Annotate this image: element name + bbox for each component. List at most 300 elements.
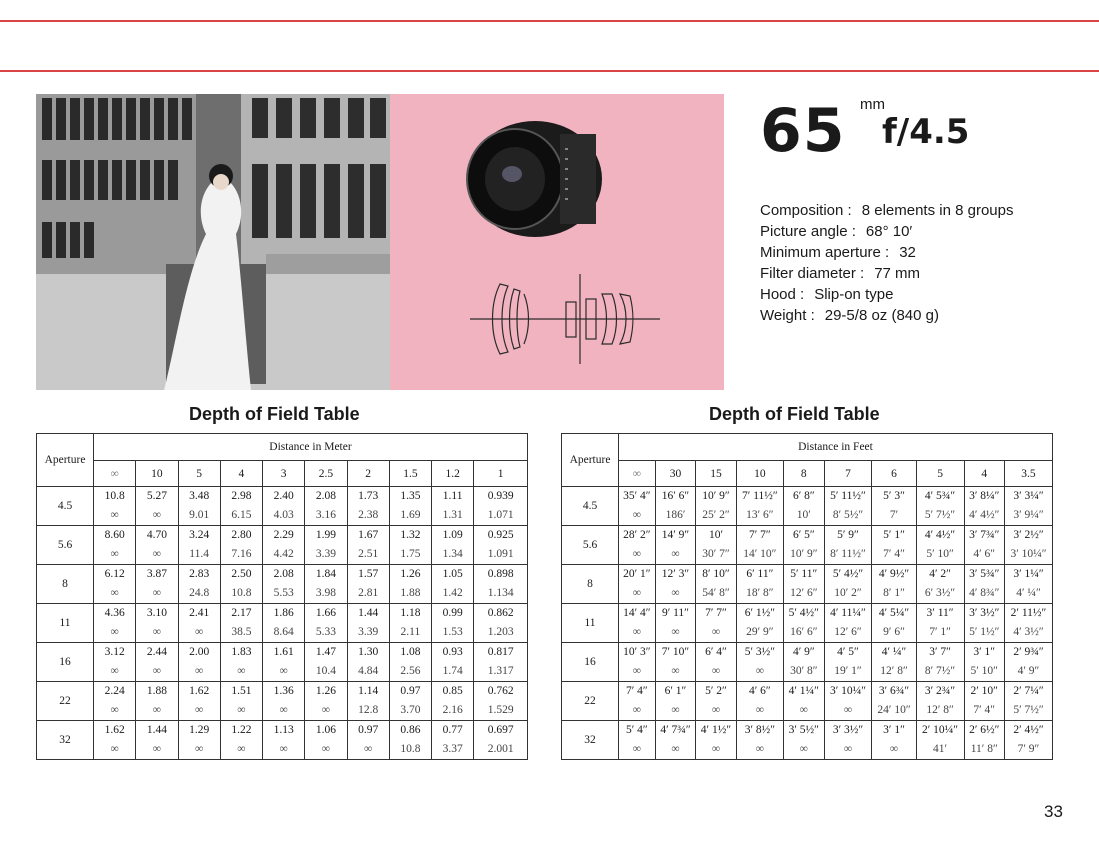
aperture-value: 32 bbox=[562, 721, 619, 760]
dof-cell bbox=[347, 565, 389, 604]
near-limit: 3′ 6¾″ bbox=[878, 685, 910, 697]
near-limit: 0.862 bbox=[487, 607, 514, 619]
far-limit: 3.37 bbox=[442, 743, 463, 755]
near-limit: 1.44 bbox=[358, 607, 379, 619]
near-limit: 0.77 bbox=[442, 724, 463, 736]
far-limit: 10.8 bbox=[400, 743, 421, 755]
far-limit: 19′ 1″ bbox=[834, 665, 862, 677]
dof-cell bbox=[784, 526, 824, 565]
far-limit: 25′ 2″ bbox=[702, 509, 730, 521]
dof-cell bbox=[964, 487, 1004, 526]
dof-cell bbox=[94, 682, 136, 721]
aperture-value: 22 bbox=[562, 682, 619, 721]
dof-cell bbox=[263, 526, 305, 565]
aperture-value: 5.6 bbox=[37, 526, 94, 565]
near-limit: 5′ 4½″ bbox=[832, 568, 864, 580]
far-limit: 41′ bbox=[933, 743, 948, 755]
far-limit: 4′ ¼″ bbox=[1016, 587, 1041, 599]
near-limit: 3′ 2½″ bbox=[1013, 529, 1044, 541]
far-limit: 1.203 bbox=[487, 626, 514, 638]
far-limit: 1.75 bbox=[400, 548, 421, 560]
near-limit: 8.60 bbox=[104, 529, 125, 541]
near-limit: 1.05 bbox=[442, 568, 463, 580]
near-limit: 4.70 bbox=[146, 529, 167, 541]
dof-cell bbox=[136, 643, 178, 682]
table-row bbox=[37, 604, 528, 643]
far-limit: 10.8 bbox=[231, 587, 252, 599]
near-limit: 7′ 7″ bbox=[749, 529, 771, 541]
dof-cell bbox=[872, 682, 916, 721]
far-limit: ∞ bbox=[110, 626, 119, 638]
far-limit: 5′ 7½″ bbox=[924, 509, 956, 521]
near-limit: 2.50 bbox=[231, 568, 252, 580]
dof-cell bbox=[1004, 721, 1052, 760]
far-limit: ∞ bbox=[152, 548, 161, 560]
near-limit: 1.57 bbox=[358, 568, 379, 580]
near-limit: 35′ 4″ bbox=[623, 490, 651, 502]
dof-cell bbox=[736, 487, 783, 526]
far-limit: ∞ bbox=[110, 743, 119, 755]
far-limit: 12′ 6″ bbox=[790, 587, 818, 599]
far-limit: 4.03 bbox=[273, 509, 294, 521]
dof-cell bbox=[696, 643, 736, 682]
near-limit: 10′ 9″ bbox=[702, 490, 730, 502]
near-limit: 4′ 1½″ bbox=[700, 724, 732, 736]
table-row bbox=[37, 487, 528, 526]
far-limit: ∞ bbox=[671, 665, 680, 677]
near-limit: 2.44 bbox=[146, 646, 167, 658]
dof-cell bbox=[389, 643, 431, 682]
dof-cell bbox=[432, 604, 474, 643]
far-limit: 1.529 bbox=[487, 704, 514, 716]
distance-header: 15 bbox=[696, 461, 736, 487]
near-limit: 4.36 bbox=[104, 607, 125, 619]
dof-cell bbox=[964, 721, 1004, 760]
far-limit: ∞ bbox=[711, 704, 721, 716]
near-limit: 6′ 4″ bbox=[705, 646, 727, 658]
far-limit: 5.53 bbox=[273, 587, 294, 599]
near-limit: 3.87 bbox=[146, 568, 167, 580]
far-limit: 12′ 8″ bbox=[880, 665, 908, 677]
dof-cell bbox=[178, 526, 220, 565]
near-limit: 7′ 4″ bbox=[626, 685, 648, 697]
dof-cell bbox=[94, 565, 136, 604]
near-limit: 1.44 bbox=[146, 724, 167, 736]
dof-cell bbox=[696, 565, 736, 604]
dof-cell bbox=[824, 643, 872, 682]
far-limit: ∞ bbox=[195, 626, 204, 638]
near-limit: 3.48 bbox=[189, 490, 210, 502]
near-limit: 5′ 11″ bbox=[790, 568, 818, 580]
far-limit: 6′ 3½″ bbox=[924, 587, 956, 599]
near-limit: 0.97 bbox=[358, 724, 379, 736]
distance-header: 10 bbox=[136, 461, 178, 487]
far-limit: 7′ bbox=[889, 509, 899, 521]
dof-cell bbox=[916, 643, 964, 682]
far-limit: ∞ bbox=[152, 626, 161, 638]
near-limit: 3′ 3½″ bbox=[969, 607, 1000, 619]
near-limit: 1.36 bbox=[273, 685, 294, 697]
far-limit: 1.53 bbox=[442, 626, 463, 638]
dof-cell bbox=[178, 643, 220, 682]
near-limit: 2.08 bbox=[273, 568, 294, 580]
near-limit: 4′ 5¾″ bbox=[924, 490, 956, 502]
near-limit: 1.14 bbox=[358, 685, 379, 697]
dof-cell bbox=[964, 565, 1004, 604]
dof-cell bbox=[474, 721, 528, 760]
near-limit: 2.08 bbox=[315, 490, 336, 502]
dof-cell bbox=[696, 721, 736, 760]
distance-header: 1.2 bbox=[432, 461, 474, 487]
far-limit: 8.64 bbox=[273, 626, 294, 638]
spec-min-aperture: Minimum aperture : 32 bbox=[760, 244, 916, 261]
near-limit: 0.99 bbox=[442, 607, 463, 619]
near-limit: 1.47 bbox=[315, 646, 336, 658]
distance-header: 2.5 bbox=[305, 461, 347, 487]
near-limit: 3.24 bbox=[189, 529, 210, 541]
far-limit: ∞ bbox=[152, 704, 161, 716]
dof-cell bbox=[220, 487, 262, 526]
far-limit: 11′ 8″ bbox=[970, 743, 998, 755]
far-limit: 186′ bbox=[665, 509, 686, 521]
aperture-value: 16 bbox=[562, 643, 619, 682]
table-row bbox=[562, 565, 1053, 604]
dof-cell bbox=[655, 604, 695, 643]
table-row bbox=[37, 721, 528, 760]
dof-cell bbox=[94, 526, 136, 565]
near-limit: 4′ 11¼″ bbox=[830, 607, 866, 619]
dof-cell bbox=[619, 565, 656, 604]
distance-caption: Distance in Feet bbox=[619, 434, 1053, 461]
far-limit: 3.70 bbox=[400, 704, 421, 716]
near-limit: 1.29 bbox=[189, 724, 210, 736]
dof-cell bbox=[824, 565, 872, 604]
dof-cell bbox=[474, 487, 528, 526]
far-limit: ∞ bbox=[632, 626, 641, 638]
far-limit: 8′ 11½″ bbox=[830, 548, 866, 560]
dof-cell bbox=[784, 682, 824, 721]
near-limit: 1.26 bbox=[400, 568, 421, 580]
far-limit: ∞ bbox=[755, 704, 764, 716]
dof-cell bbox=[389, 682, 431, 721]
table-row bbox=[562, 487, 1053, 526]
near-limit: 0.925 bbox=[487, 529, 514, 541]
far-limit: 3′ 9¼″ bbox=[1013, 509, 1044, 521]
far-limit: 10′ bbox=[796, 509, 811, 521]
aperture-value: 32 bbox=[37, 721, 94, 760]
distance-header: ∞ bbox=[94, 461, 136, 487]
far-limit: 1.34 bbox=[442, 548, 463, 560]
far-limit: 4′ 3½″ bbox=[1013, 626, 1044, 638]
far-limit: 3.98 bbox=[315, 587, 336, 599]
near-limit: 1.06 bbox=[315, 724, 336, 736]
far-limit: 4′ 4½″ bbox=[969, 509, 1000, 521]
far-limit: ∞ bbox=[195, 743, 204, 755]
dof-cell bbox=[305, 526, 347, 565]
dof-cell bbox=[136, 565, 178, 604]
far-limit: ∞ bbox=[843, 743, 853, 755]
near-limit: 4′ 9½″ bbox=[878, 568, 910, 580]
dof-cell bbox=[305, 721, 347, 760]
far-limit: 2.51 bbox=[358, 548, 379, 560]
near-limit: 3′ 5½″ bbox=[788, 724, 819, 736]
spec-weight: Weight : 29-5/8 oz (840 g) bbox=[760, 307, 939, 324]
near-limit: 4′ 7¾″ bbox=[660, 724, 691, 736]
near-limit: 5′ 3½″ bbox=[744, 646, 776, 658]
far-limit: ∞ bbox=[671, 743, 680, 755]
far-limit: 12′ 8″ bbox=[926, 704, 954, 716]
near-limit: 1.35 bbox=[400, 490, 421, 502]
page-number: 33 bbox=[1044, 802, 1063, 821]
distance-header: 3 bbox=[263, 461, 305, 487]
dof-cell bbox=[784, 565, 824, 604]
dof-cell bbox=[305, 487, 347, 526]
far-limit: ∞ bbox=[711, 626, 721, 638]
dof-cell bbox=[347, 682, 389, 721]
dof-cell bbox=[655, 565, 695, 604]
far-limit: ∞ bbox=[364, 743, 373, 755]
near-limit: 1.61 bbox=[273, 646, 294, 658]
near-limit: 3′ 7″ bbox=[929, 646, 951, 658]
far-limit: 1.317 bbox=[487, 665, 514, 677]
far-limit: 1.74 bbox=[442, 665, 463, 677]
near-limit: 1.30 bbox=[358, 646, 379, 658]
far-limit: 2.001 bbox=[487, 743, 514, 755]
dof-cell bbox=[347, 526, 389, 565]
aperture-header: Aperture bbox=[562, 434, 619, 487]
dof-cell bbox=[1004, 526, 1052, 565]
far-limit: 24′ 10″ bbox=[877, 704, 911, 716]
distance-header: 5 bbox=[178, 461, 220, 487]
dof-cell bbox=[305, 604, 347, 643]
near-limit: 6.12 bbox=[104, 568, 125, 580]
far-limit: ∞ bbox=[152, 665, 161, 677]
dof-cell bbox=[94, 721, 136, 760]
dof-cell bbox=[619, 721, 656, 760]
near-limit: 3′ 1″ bbox=[973, 646, 996, 658]
far-limit: 30′ 7″ bbox=[702, 548, 730, 560]
aperture-value: 16 bbox=[37, 643, 94, 682]
dof-cell bbox=[136, 526, 178, 565]
meter-dof-table bbox=[36, 433, 528, 760]
dof-cell bbox=[872, 643, 916, 682]
far-limit: ∞ bbox=[671, 587, 680, 599]
far-limit: 4′ 8¾″ bbox=[969, 587, 1000, 599]
dof-cell bbox=[872, 721, 916, 760]
near-limit: 4′ 6″ bbox=[749, 685, 771, 697]
spec-composition: Composition : 8 elements in 8 groups bbox=[760, 202, 1014, 219]
distance-header: 6 bbox=[872, 461, 916, 487]
dof-cell bbox=[655, 643, 695, 682]
distance-header: 8 bbox=[784, 461, 824, 487]
dof-cell bbox=[432, 487, 474, 526]
table-row bbox=[562, 604, 1053, 643]
far-limit: ∞ bbox=[632, 587, 641, 599]
near-limit: 2′ 9¾″ bbox=[1013, 646, 1044, 658]
far-limit: ∞ bbox=[711, 743, 721, 755]
far-limit: 12′ 6″ bbox=[834, 626, 862, 638]
far-limit: ∞ bbox=[799, 704, 808, 716]
dof-cell bbox=[389, 721, 431, 760]
aperture-value: 11 bbox=[562, 604, 619, 643]
far-limit: 14′ 10″ bbox=[743, 548, 777, 560]
far-limit: 54′ 8″ bbox=[702, 587, 730, 599]
far-limit: ∞ bbox=[755, 665, 764, 677]
far-limit: 2.11 bbox=[400, 626, 421, 638]
near-limit: 2′ 6½″ bbox=[969, 724, 1000, 736]
near-limit: 1.22 bbox=[231, 724, 252, 736]
dof-cell bbox=[1004, 643, 1052, 682]
far-limit: 3′ 10¼″ bbox=[1010, 548, 1047, 560]
dof-cell bbox=[784, 604, 824, 643]
near-limit: 3′ 3¼″ bbox=[1013, 490, 1044, 502]
near-limit: 1.66 bbox=[315, 607, 336, 619]
dof-cell bbox=[136, 721, 178, 760]
near-limit: 0.93 bbox=[442, 646, 463, 658]
dof-cell bbox=[178, 604, 220, 643]
dof-cell bbox=[824, 487, 872, 526]
near-limit: 1.51 bbox=[231, 685, 252, 697]
dof-cell bbox=[736, 643, 783, 682]
near-limit: 0.697 bbox=[487, 724, 514, 736]
dof-cell bbox=[432, 682, 474, 721]
dof-cell bbox=[916, 682, 964, 721]
distance-header: 1 bbox=[474, 461, 528, 487]
far-limit: 30′ 8″ bbox=[790, 665, 818, 677]
table-row bbox=[37, 643, 528, 682]
far-limit: 2.81 bbox=[358, 587, 379, 599]
aperture-value: 22 bbox=[37, 682, 94, 721]
dof-cell bbox=[389, 487, 431, 526]
near-limit: 2′ 11½″ bbox=[1010, 607, 1047, 619]
dof-cell bbox=[178, 682, 220, 721]
unit-label: mm bbox=[860, 96, 885, 113]
dof-cell bbox=[655, 526, 695, 565]
near-limit: 3′ 8¼″ bbox=[969, 490, 1000, 502]
distance-header: 3.5 bbox=[1004, 461, 1052, 487]
distance-header: 4 bbox=[964, 461, 1004, 487]
distance-header: 4 bbox=[220, 461, 262, 487]
far-limit: ∞ bbox=[110, 509, 119, 521]
far-limit: 9′ 6″ bbox=[883, 626, 905, 638]
far-limit: 1.134 bbox=[487, 587, 514, 599]
near-limit: 1.67 bbox=[358, 529, 379, 541]
near-limit: 6′ 1½″ bbox=[744, 607, 776, 619]
aperture-label: f/4.5 bbox=[882, 112, 970, 152]
dof-cell bbox=[696, 487, 736, 526]
far-limit: 2.38 bbox=[358, 509, 379, 521]
far-limit: 12.8 bbox=[358, 704, 379, 716]
dof-cell bbox=[1004, 604, 1052, 643]
dof-cell bbox=[696, 682, 736, 721]
dof-cell bbox=[347, 643, 389, 682]
near-limit: 5′ 11½″ bbox=[830, 490, 866, 502]
far-limit: 1.69 bbox=[400, 509, 421, 521]
far-limit: ∞ bbox=[889, 743, 899, 755]
dof-cell bbox=[94, 643, 136, 682]
dof-cell bbox=[1004, 487, 1052, 526]
near-limit: 4′ ¼″ bbox=[881, 646, 907, 658]
dof-cell bbox=[432, 526, 474, 565]
dof-cell bbox=[136, 682, 178, 721]
far-limit: 10′ 2″ bbox=[834, 587, 862, 599]
near-limit: 2.00 bbox=[189, 646, 210, 658]
far-limit: 6.15 bbox=[231, 509, 252, 521]
far-limit: ∞ bbox=[279, 704, 288, 716]
far-limit: 8′ 1″ bbox=[883, 587, 905, 599]
dof-cell bbox=[389, 565, 431, 604]
spec-list bbox=[760, 200, 1013, 326]
dof-cell bbox=[178, 487, 220, 526]
near-limit: 8′ 10″ bbox=[702, 568, 730, 580]
near-limit: 3′ 3½″ bbox=[832, 724, 864, 736]
near-limit: 1.83 bbox=[231, 646, 252, 658]
far-limit: 3.39 bbox=[315, 548, 336, 560]
table-row bbox=[37, 682, 528, 721]
near-limit: 2.17 bbox=[231, 607, 252, 619]
dof-cell bbox=[305, 643, 347, 682]
distance-header: ∞ bbox=[619, 461, 656, 487]
aperture-value: 4.5 bbox=[562, 487, 619, 526]
far-limit: 8′ 7½″ bbox=[924, 665, 956, 677]
dof-cell bbox=[872, 604, 916, 643]
near-limit: 2.24 bbox=[104, 685, 125, 697]
far-limit: 7′ 9″ bbox=[1017, 743, 1040, 755]
near-limit: 1.88 bbox=[146, 685, 167, 697]
near-limit: 5′ 4½″ bbox=[788, 607, 819, 619]
dof-cell bbox=[94, 487, 136, 526]
far-limit: ∞ bbox=[237, 704, 246, 716]
dof-cell bbox=[916, 487, 964, 526]
near-limit: 5.27 bbox=[146, 490, 167, 502]
far-limit: 5′ 10″ bbox=[970, 665, 998, 677]
dof-cell bbox=[94, 604, 136, 643]
distance-header: 30 bbox=[655, 461, 695, 487]
dof-cell bbox=[347, 487, 389, 526]
dof-cell bbox=[220, 565, 262, 604]
near-limit: 10′ 3″ bbox=[623, 646, 651, 658]
near-limit: 4′ 5″ bbox=[837, 646, 859, 658]
dof-cell bbox=[619, 487, 656, 526]
near-limit: 16′ 6″ bbox=[661, 490, 690, 502]
distance-header: 10 bbox=[736, 461, 783, 487]
dof-cell bbox=[824, 604, 872, 643]
dof-cell bbox=[263, 682, 305, 721]
far-limit: ∞ bbox=[671, 704, 680, 716]
far-limit: 1.091 bbox=[487, 548, 514, 560]
feet-dof-table bbox=[561, 433, 1053, 760]
far-limit: ∞ bbox=[671, 626, 680, 638]
aperture-value: 8 bbox=[562, 565, 619, 604]
table-row bbox=[562, 721, 1053, 760]
top-rule bbox=[0, 20, 1099, 22]
near-limit: 2.98 bbox=[231, 490, 252, 502]
far-limit: 13′ 6″ bbox=[746, 509, 774, 521]
lens-title bbox=[760, 96, 1040, 166]
near-limit: 4′ 2″ bbox=[929, 568, 951, 580]
table-row bbox=[37, 526, 528, 565]
spec-picture-angle: Picture angle : 68° 10′ bbox=[760, 223, 913, 240]
far-limit: 7.16 bbox=[231, 548, 252, 560]
meter-table-title: Depth of Field Table bbox=[189, 404, 360, 424]
dof-cell bbox=[916, 526, 964, 565]
distance-header: 2 bbox=[347, 461, 389, 487]
near-limit: 0.762 bbox=[487, 685, 514, 697]
far-limit: 2.16 bbox=[442, 704, 463, 716]
dof-cell bbox=[784, 643, 824, 682]
near-limit: 10′ bbox=[708, 529, 723, 541]
near-limit: 2.83 bbox=[189, 568, 210, 580]
